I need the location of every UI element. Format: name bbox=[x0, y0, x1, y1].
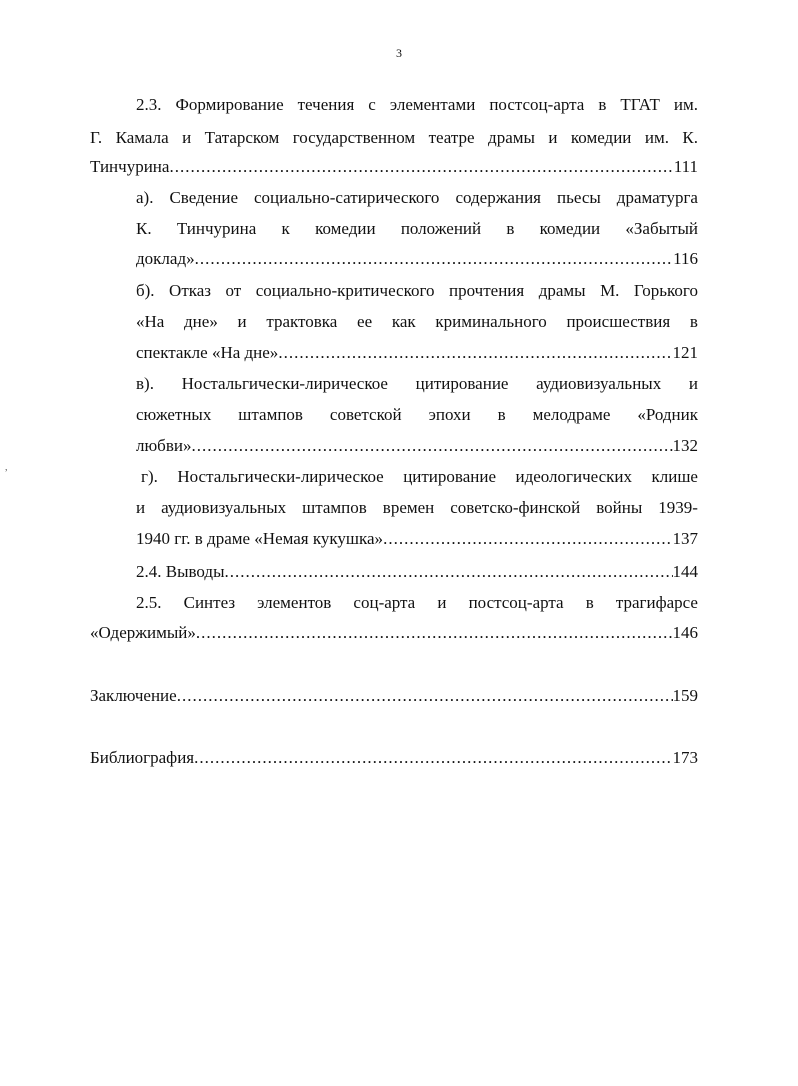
word: дне» bbox=[184, 312, 218, 331]
word: происшествия bbox=[566, 312, 671, 331]
word: ее bbox=[357, 312, 373, 331]
word: к bbox=[281, 219, 290, 238]
word: Ностальгически-лирическое bbox=[177, 467, 384, 486]
toc-entry-2-5[interactable] bbox=[90, 623, 698, 643]
toc-a-line-1 bbox=[136, 188, 698, 208]
word: Тинчурина bbox=[176, 219, 257, 238]
word: течения bbox=[297, 95, 355, 114]
toc-page-number: 116 bbox=[673, 249, 698, 268]
toc-entry-text: спектакле «На дне» bbox=[136, 343, 279, 362]
word: аудиовизуальных bbox=[161, 498, 287, 517]
toc-page-number: 132 bbox=[672, 436, 698, 455]
word: 1939- bbox=[658, 498, 698, 517]
word: мелодраме bbox=[532, 405, 611, 424]
toc-g-line-1 bbox=[141, 467, 698, 487]
word: «Родник bbox=[637, 405, 698, 424]
word: с bbox=[368, 95, 376, 114]
word: драмы bbox=[488, 128, 535, 147]
toc-page-number: 121 bbox=[672, 343, 698, 362]
word: а). bbox=[136, 188, 154, 207]
dot-leader bbox=[196, 623, 673, 643]
toc-page-number: 159 bbox=[672, 686, 698, 705]
toc-entry-2-4[interactable] bbox=[136, 562, 698, 582]
toc-page-number: 111 bbox=[673, 157, 698, 176]
word: Сведение bbox=[169, 188, 238, 207]
word: Камала bbox=[115, 128, 169, 147]
dot-leader bbox=[177, 686, 673, 706]
toc-v-line-1 bbox=[136, 374, 698, 394]
toc-a-line-2 bbox=[136, 219, 698, 239]
word: б). bbox=[136, 281, 155, 300]
word: штампов bbox=[302, 498, 367, 517]
toc-b-line-1 bbox=[136, 281, 698, 301]
word: и bbox=[688, 374, 698, 393]
dot-leader bbox=[195, 249, 674, 269]
word: 2.3. bbox=[136, 95, 162, 114]
toc-entry-text: 2.4. Выводы bbox=[136, 562, 225, 581]
word: Г. bbox=[90, 128, 103, 147]
toc-entry-text: Библиография bbox=[90, 748, 195, 767]
word: комедии bbox=[570, 128, 632, 147]
word: социально-сатирического bbox=[254, 188, 440, 207]
dot-leader bbox=[169, 157, 673, 177]
margin-mark: , bbox=[5, 462, 8, 473]
word: Синтез bbox=[183, 593, 236, 612]
word: М. bbox=[600, 281, 620, 300]
toc-entry-v[interactable] bbox=[136, 436, 698, 456]
word: драмы bbox=[538, 281, 586, 300]
word: 2.5. bbox=[136, 593, 162, 612]
word: в bbox=[497, 405, 506, 424]
word: комедии bbox=[539, 219, 601, 238]
word: и bbox=[548, 128, 558, 147]
word: как bbox=[391, 312, 416, 331]
toc-page-number: 146 bbox=[672, 623, 698, 642]
word: в bbox=[689, 312, 698, 331]
toc-2-3-line-2 bbox=[90, 128, 698, 148]
word: аудиовизуальных bbox=[536, 374, 662, 393]
word: трагифарсе bbox=[615, 593, 698, 612]
word: советской bbox=[329, 405, 402, 424]
toc-entry-text: 1940 гг. в драме «Немая кукушка» bbox=[136, 529, 384, 548]
word: и bbox=[437, 593, 447, 612]
toc-entry-text: доклад» bbox=[136, 249, 195, 268]
toc-b-line-2 bbox=[136, 312, 698, 332]
word: государственном bbox=[292, 128, 416, 147]
word: им. bbox=[673, 95, 698, 114]
toc-page-number: 137 bbox=[672, 529, 698, 548]
toc-entry-g[interactable] bbox=[136, 529, 698, 549]
dot-leader bbox=[383, 529, 672, 549]
word: Горького bbox=[633, 281, 698, 300]
word: эпохи bbox=[428, 405, 471, 424]
dot-leader bbox=[225, 562, 673, 582]
toc-2-3-line-1 bbox=[136, 95, 698, 115]
word: от bbox=[225, 281, 242, 300]
toc-page-number: 144 bbox=[672, 562, 698, 581]
page-number: 3 bbox=[396, 46, 402, 60]
word: времен bbox=[382, 498, 435, 517]
word: содержания bbox=[455, 188, 541, 207]
word: цитирование bbox=[415, 374, 509, 393]
word: и bbox=[237, 312, 247, 331]
word: элементов bbox=[257, 593, 332, 612]
word: положений bbox=[400, 219, 482, 238]
word: комедии bbox=[315, 219, 376, 238]
toc-entry-bibliography[interactable] bbox=[90, 748, 698, 768]
dot-leader bbox=[191, 436, 672, 456]
dot-leader bbox=[278, 343, 672, 363]
toc-entry-b[interactable] bbox=[136, 343, 698, 363]
word: и bbox=[182, 128, 192, 147]
word: Отказ bbox=[169, 281, 212, 300]
toc-entry-text: любви» bbox=[136, 436, 192, 455]
toc-entry-conclusion[interactable] bbox=[90, 686, 698, 706]
word: клише bbox=[651, 467, 698, 486]
toc-v-line-2 bbox=[136, 405, 698, 425]
word: социально-критического bbox=[255, 281, 435, 300]
word: цитирование bbox=[403, 467, 496, 486]
toc-g-line-2 bbox=[136, 498, 698, 518]
word: криминального bbox=[435, 312, 547, 331]
word: «На bbox=[136, 312, 165, 331]
word: советско-финской bbox=[450, 498, 581, 517]
word: в bbox=[585, 593, 594, 612]
word: постсоц-арта bbox=[468, 593, 564, 612]
word: идеологических bbox=[515, 467, 633, 486]
word: сюжетных bbox=[136, 405, 212, 424]
dot-leader bbox=[194, 748, 672, 768]
word: прочтения bbox=[449, 281, 525, 300]
word: пьесы bbox=[557, 188, 601, 207]
toc-2-5-line-1 bbox=[136, 593, 698, 613]
word: им. bbox=[644, 128, 669, 147]
word: Татарском bbox=[204, 128, 280, 147]
word: «Забытый bbox=[625, 219, 698, 238]
word: Формирование bbox=[175, 95, 284, 114]
word: элементами bbox=[389, 95, 476, 114]
word: К. bbox=[682, 128, 698, 147]
word: театре bbox=[428, 128, 475, 147]
toc-page-number: 173 bbox=[672, 748, 698, 767]
toc-entry-text: «Одержимый» bbox=[90, 623, 196, 642]
toc-entry-2-3[interactable] bbox=[90, 157, 698, 177]
word: войны bbox=[596, 498, 643, 517]
word: постсоц-арта bbox=[489, 95, 585, 114]
word: Ностальгически-лирическое bbox=[181, 374, 388, 393]
word: в bbox=[506, 219, 515, 238]
word: в). bbox=[136, 374, 154, 393]
word: трактовка bbox=[266, 312, 338, 331]
toc-entry-text: Заключение bbox=[90, 686, 177, 705]
word: и bbox=[136, 498, 146, 517]
word: штампов bbox=[238, 405, 303, 424]
toc-entry-text: Тинчурина bbox=[90, 157, 170, 176]
word: драматурга bbox=[616, 188, 698, 207]
word: в bbox=[598, 95, 607, 114]
word: ТГАТ bbox=[620, 95, 660, 114]
toc-entry-a[interactable] bbox=[136, 249, 698, 269]
word: К. bbox=[136, 219, 152, 238]
word: г). bbox=[141, 467, 158, 486]
word: соц-арта bbox=[353, 593, 416, 612]
